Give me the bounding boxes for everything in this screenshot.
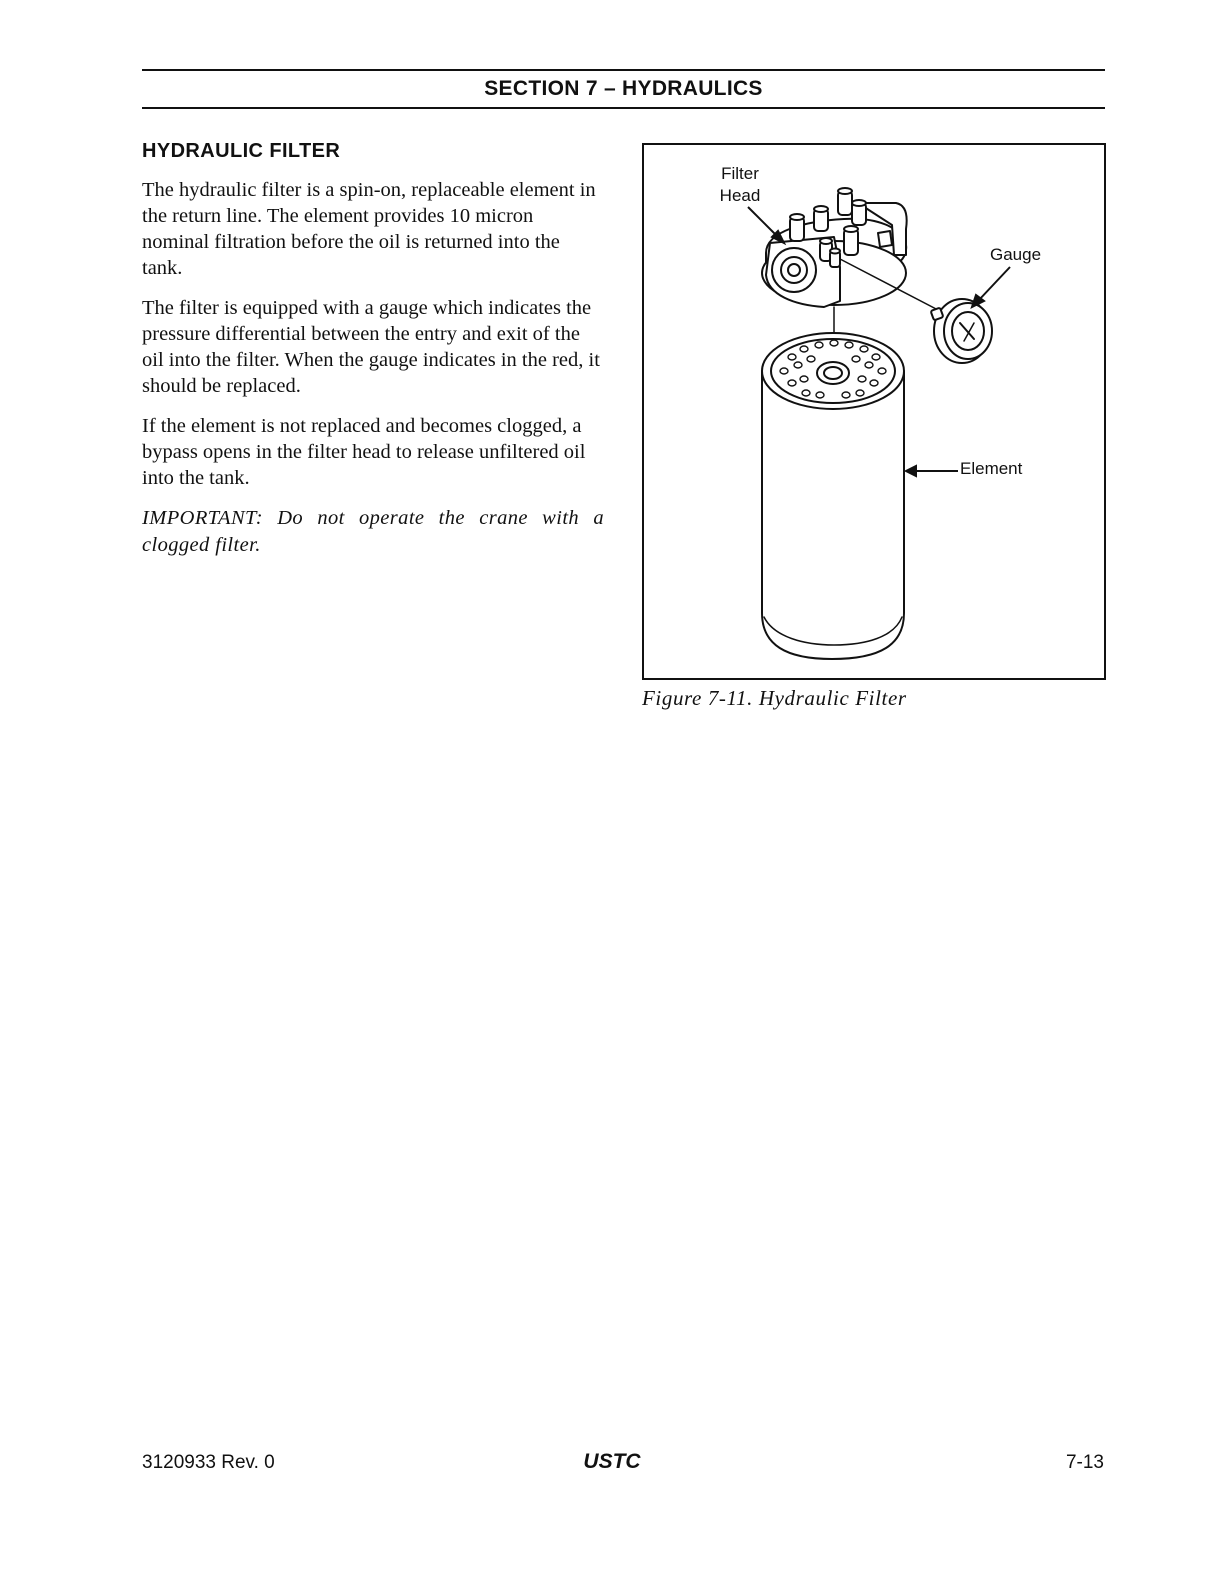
figure-caption: Figure 7-11. Hydraulic Filter xyxy=(642,686,907,710)
footer-page-number: 7-13 xyxy=(1065,1452,1104,1473)
hydraulic-filter-illustration xyxy=(644,145,1104,678)
paragraph-gauge-description: The filter is equipped with a gauge which indicates the pressure differential between the entry and exit of the oil into the filter. When the gauge indicates in the red, it should be replaced. xyxy=(142,297,600,397)
callout-element: Element xyxy=(960,459,1023,478)
paragraph-filter-description: The hydraulic filter is a spin-on, replaceable element in the return line. The element provides 10 micron nominal filtration before the oil is returned into the tank. xyxy=(142,179,596,279)
paragraph-bypass-description: If the element is not replaced and becomes clogged, a bypass opens in the filter head to release unfiltered oil into the tank. xyxy=(142,415,586,489)
callout-filter-head-line2: Head xyxy=(719,186,761,205)
callout-gauge: Gauge xyxy=(990,245,1042,264)
figure-hydraulic-filter xyxy=(642,143,1106,680)
gauge-drawing xyxy=(931,299,992,363)
section-title: SECTION 7 – HYDRAULICS xyxy=(484,77,763,100)
important-note: IMPORTANT: Do not operate the crane with a clogged filter. xyxy=(142,507,604,556)
text-column xyxy=(142,136,604,559)
section-heading: HYDRAULIC FILTER xyxy=(142,140,341,162)
element-drawing xyxy=(762,333,904,659)
callout-filter-head-line1: Filter xyxy=(721,164,759,183)
callout-filter-head xyxy=(700,163,780,207)
filter-head-drawing xyxy=(762,188,907,307)
footer-brand: USTC xyxy=(583,1450,641,1473)
footer-doc-number: 3120933 Rev. 0 xyxy=(142,1452,275,1473)
section-header xyxy=(142,69,1105,109)
